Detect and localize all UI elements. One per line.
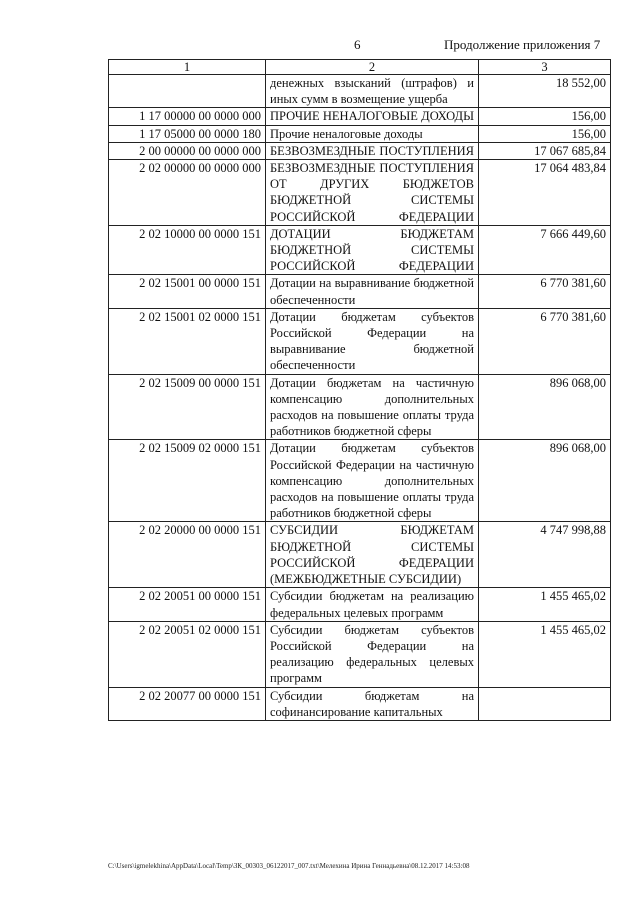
row-amount: 6 770 381,60 xyxy=(479,275,611,308)
row-description: Субсидии бюджетам на реализацию федеральных целевых программ xyxy=(266,588,479,621)
table-header-row xyxy=(109,60,611,75)
table-row xyxy=(109,142,611,159)
table-row xyxy=(109,440,611,522)
row-description: БЕЗВОЗМЕЗДНЫЕ ПОСТУПЛЕНИЯ ОТ ДРУГИХ БЮДЖЕТОВ БЮДЖЕТНОЙ СИСТЕМЫ РОССИЙСКОЙ ФЕДЕРАЦИИ xyxy=(266,160,479,226)
row-description: Дотации на выравнивание бюджетной обеспеченности xyxy=(266,275,479,308)
row-amount: 896 068,00 xyxy=(479,374,611,440)
table-row xyxy=(109,621,611,687)
row-amount: 4 747 998,88 xyxy=(479,522,611,588)
row-code: 2 02 20051 00 0000 151 xyxy=(109,588,266,621)
row-amount: 1 455 465,02 xyxy=(479,621,611,687)
row-code: 2 02 10000 00 0000 151 xyxy=(109,225,266,275)
row-code: 2 02 20051 02 0000 151 xyxy=(109,621,266,687)
row-code: 2 02 15001 02 0000 151 xyxy=(109,308,266,374)
page-number: 6 xyxy=(354,37,361,52)
table-row xyxy=(109,275,611,308)
table-row xyxy=(109,588,611,621)
row-code: 2 02 20077 00 0000 151 xyxy=(109,687,266,720)
table-row xyxy=(109,522,611,588)
row-code: 2 00 00000 00 0000 000 xyxy=(109,142,266,159)
row-description: БЕЗВОЗМЕЗДНЫЕ ПОСТУПЛЕНИЯ xyxy=(266,142,479,159)
row-code: 1 17 00000 00 0000 000 xyxy=(109,108,266,125)
table-row xyxy=(109,225,611,275)
row-amount: 18 552,00 xyxy=(479,75,611,108)
row-amount: 17 064 483,84 xyxy=(479,160,611,226)
row-description: Субсидии бюджетам на софинансирование капитальных xyxy=(266,687,479,720)
row-amount: 896 068,00 xyxy=(479,440,611,522)
row-amount: 17 067 685,84 xyxy=(479,142,611,159)
row-code: 2 02 15009 02 0000 151 xyxy=(109,440,266,522)
column-header-code: 1 xyxy=(109,60,266,75)
row-description: Прочие неналоговые доходы xyxy=(266,125,479,142)
table-row xyxy=(109,160,611,226)
row-description: ПРОЧИЕ НЕНАЛОГОВЫЕ ДОХОДЫ xyxy=(266,108,479,125)
row-code: 2 02 15001 00 0000 151 xyxy=(109,275,266,308)
row-description: СУБСИДИИ БЮДЖЕТАМ БЮДЖЕТНОЙ СИСТЕМЫ РОССИЙСКОЙ ФЕДЕРАЦИИ (МЕЖБЮДЖЕТНЫЕ СУБСИДИИ) xyxy=(266,522,479,588)
row-amount: 7 666 449,60 xyxy=(479,225,611,275)
column-header-description: 2 xyxy=(266,60,479,75)
row-description: Дотации бюджетам на частичную компенсацию дополнительных расходов на повышение оплаты труда работников бюджетной сферы xyxy=(266,374,479,440)
revenue-table xyxy=(108,59,611,721)
row-amount xyxy=(479,687,611,720)
row-description: Субсидии бюджетам субъектов Российской Федерации на реализацию федеральных целевых программ xyxy=(266,621,479,687)
row-description: Дотации бюджетам субъектов Российской Федерации на выравнивание бюджетной обеспеченности xyxy=(266,308,479,374)
table-row xyxy=(109,108,611,125)
row-amount: 1 455 465,02 xyxy=(479,588,611,621)
row-amount: 156,00 xyxy=(479,108,611,125)
file-path-footer: C:\Users\igmelekhina\AppData\Local\Temp\ЗК_00303_06122017_007.txt\Мелехина Ирина Геннадьевна\08.12.2017 14:53:08 xyxy=(108,862,470,870)
row-code xyxy=(109,75,266,108)
row-code: 2 02 20000 00 0000 151 xyxy=(109,522,266,588)
table-row xyxy=(109,374,611,440)
table-row xyxy=(109,125,611,142)
row-code: 1 17 05000 00 0000 180 xyxy=(109,125,266,142)
row-amount: 6 770 381,60 xyxy=(479,308,611,374)
row-description: ДОТАЦИИ БЮДЖЕТАМ БЮДЖЕТНОЙ СИСТЕМЫ РОССИЙСКОЙ ФЕДЕРАЦИИ xyxy=(266,225,479,275)
row-amount: 156,00 xyxy=(479,125,611,142)
row-code: 2 02 15009 00 0000 151 xyxy=(109,374,266,440)
table-row xyxy=(109,687,611,720)
row-description: Дотации бюджетам субъектов Российской Федерации на частичную компенсацию дополнительных расходов на повышение оплаты труда работников бюджетной сферы xyxy=(266,440,479,522)
row-code: 2 02 00000 00 0000 000 xyxy=(109,160,266,226)
continuation-note: Продолжение приложения 7 xyxy=(444,37,601,52)
table-row xyxy=(109,308,611,374)
row-description: денежных взысканий (штрафов) и иных сумм в возмещение ущерба xyxy=(266,75,479,108)
column-header-amount: 3 xyxy=(479,60,611,75)
table-row xyxy=(109,75,611,108)
